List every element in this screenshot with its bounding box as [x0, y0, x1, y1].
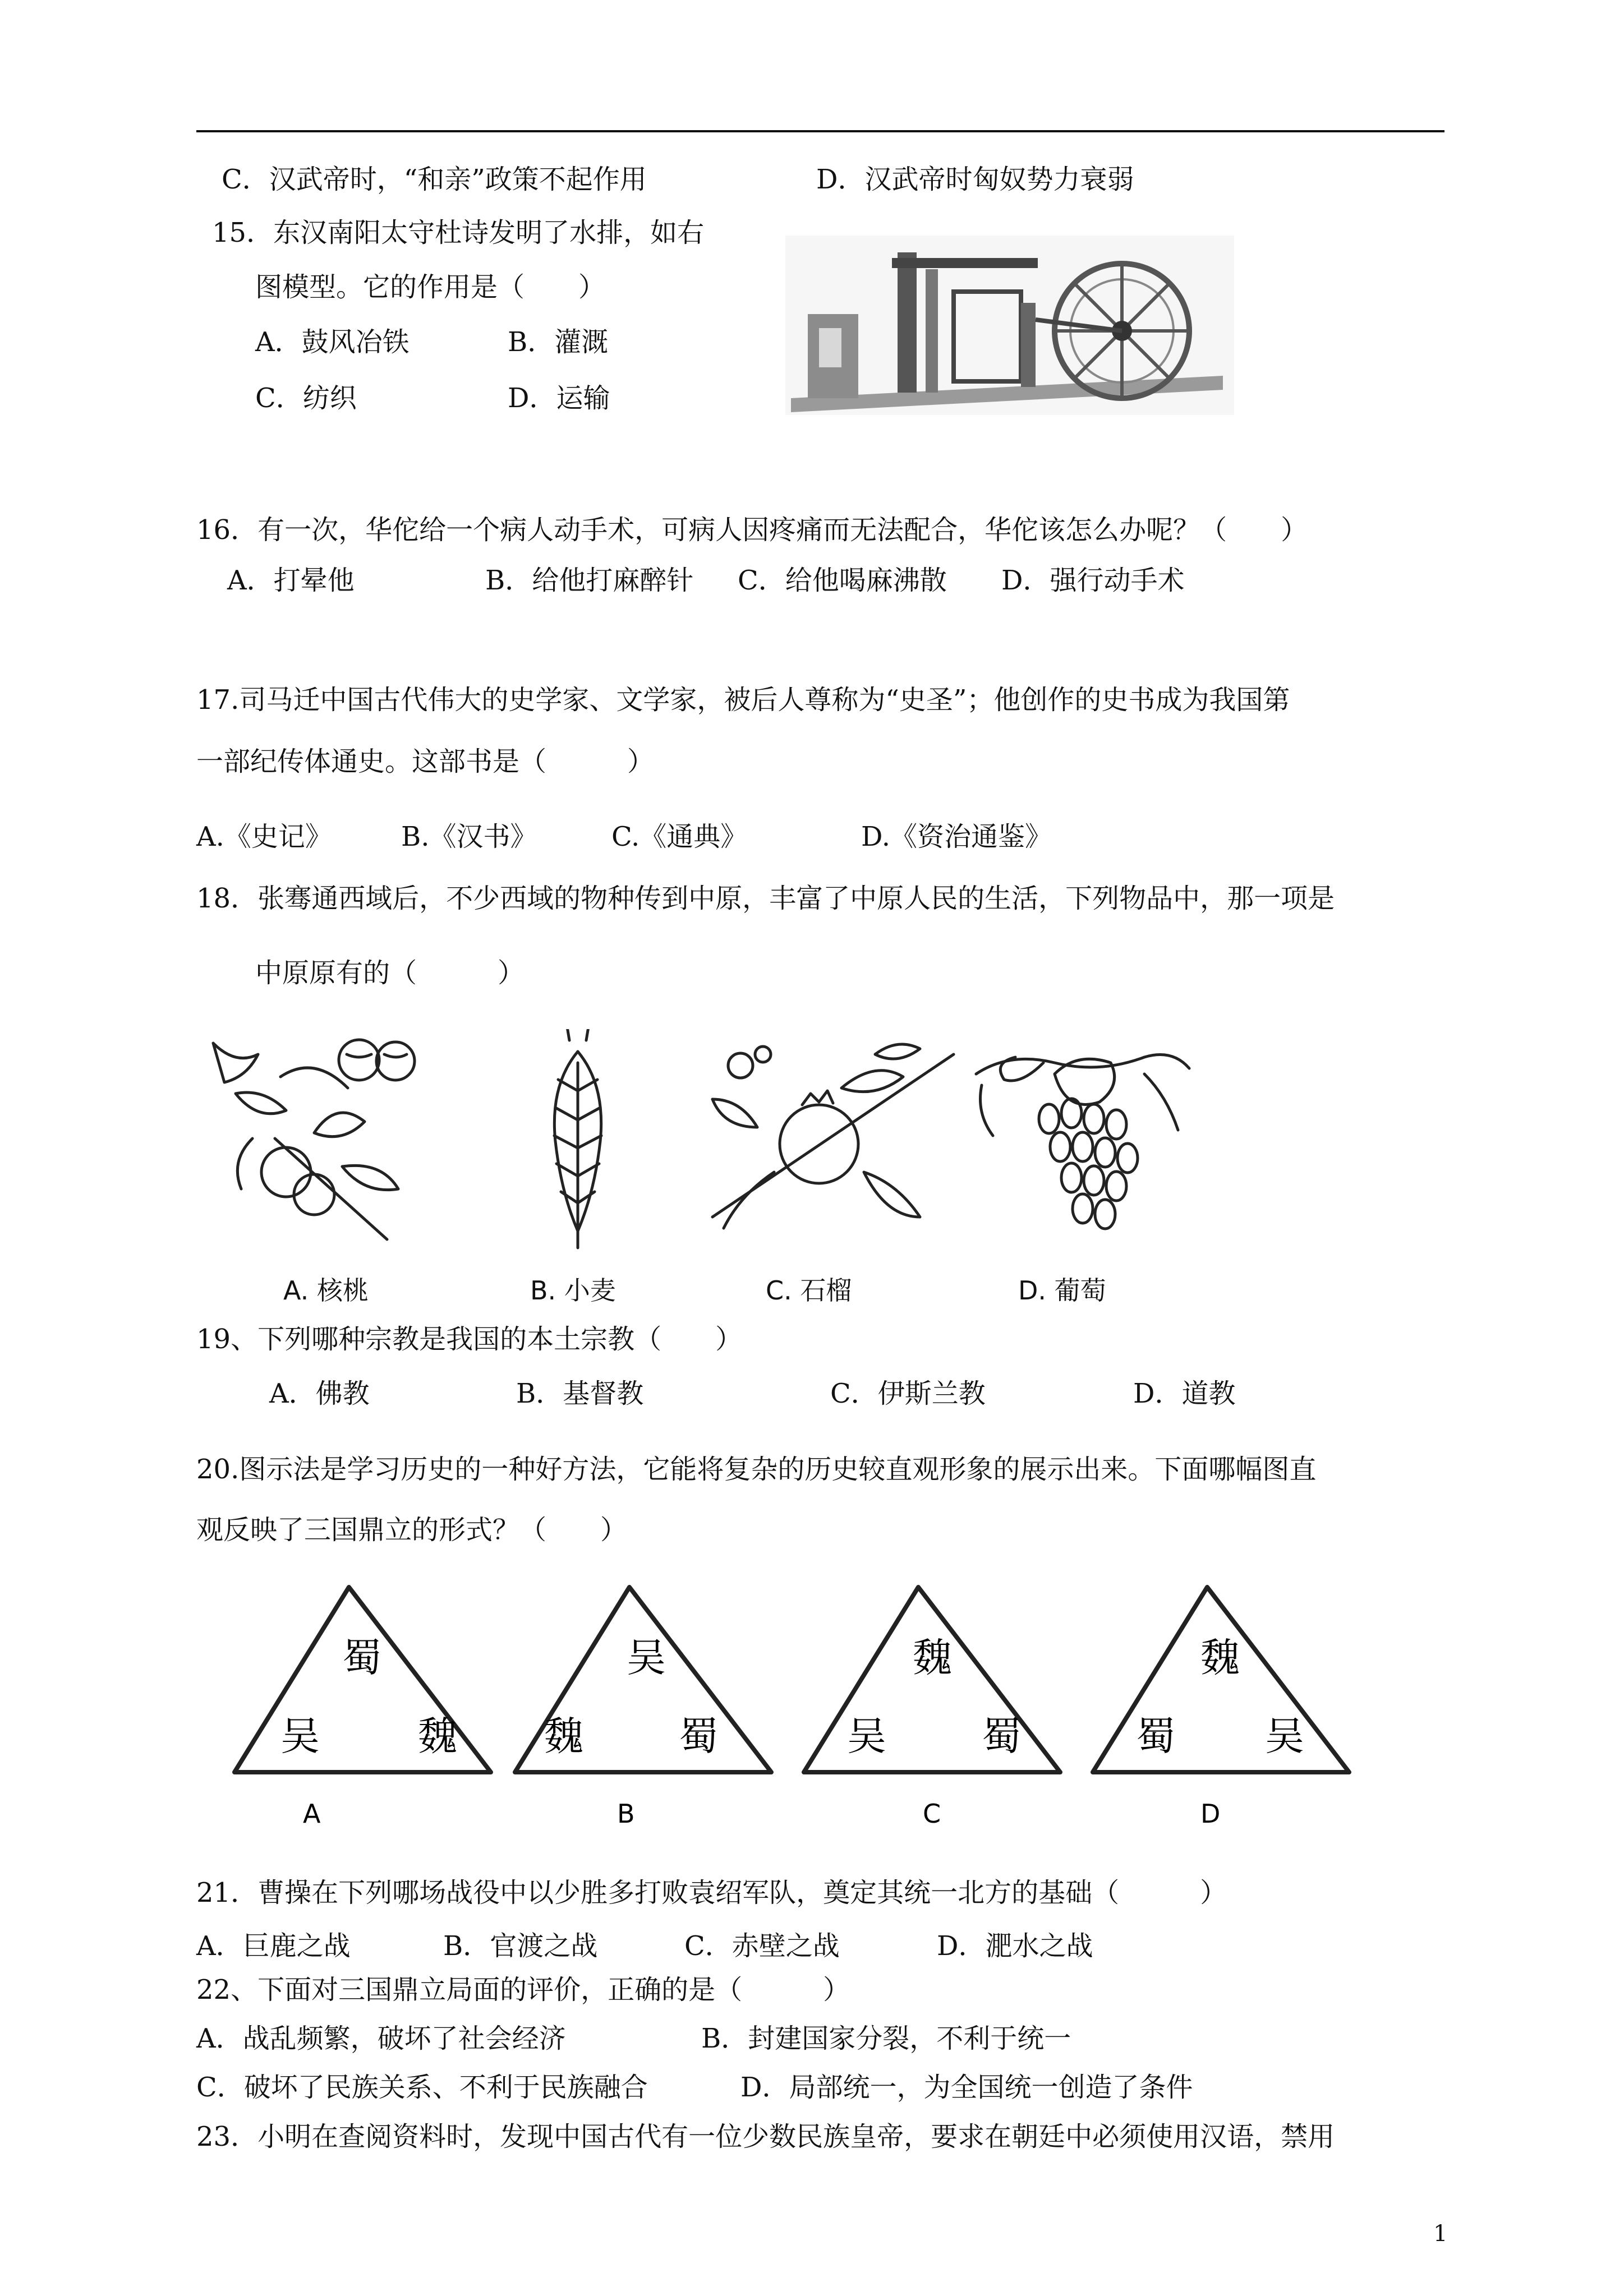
triangle-d [1093, 1587, 1349, 1829]
grape-illustration [965, 1040, 1200, 1248]
q19-option-a: A．佛教 [269, 1378, 370, 1409]
q16-option-a: A．打晕他 [227, 565, 355, 596]
q18-label-b: B. 小麦 [530, 1275, 616, 1306]
q18-label-c: C. 石榴 [766, 1275, 852, 1306]
q21-option-b: B．官渡之战 [443, 1930, 598, 1962]
q20-stem-line1: 20.图示法是学习历史的一种好方法，它能将复杂的历史较直观形象的展示出来。下面哪幅图直 [196, 1454, 1317, 1485]
q17-option-a: A.《史记》 [196, 821, 332, 852]
q23-stem: 23．小明在查阅资料时，发现中国古代有一位少数民族皇帝，要求在朝廷中必须使用汉语，禁用 [196, 2121, 1335, 2152]
q19-stem: 19、下列哪种宗教是我国的本土宗教（ ） [196, 1324, 743, 1355]
q15-option-c: C．纺织 [255, 382, 357, 414]
water-bellows-model-image [785, 236, 1234, 415]
triangle-a-left: 吴 [280, 1713, 320, 1759]
triangle-a-right: 魏 [418, 1713, 457, 1759]
q19-option-c: C．伊斯兰教 [830, 1378, 986, 1409]
q22-stem: 22、下面对三国鼎立局面的评价，正确的是（ ） [196, 1974, 850, 2005]
header-rule [196, 130, 1444, 132]
q17-stem-line1: 17.司马迁中国古代伟大的史学家、文学家，被后人尊称为“史圣”；他创作的史书成为我国第 [196, 684, 1290, 716]
q18-stem-line2: 中原原有的（ ） [255, 957, 525, 989]
triangle-b-top: 吴 [627, 1635, 666, 1681]
q16-stem: 16．有一次，华佗给一个病人动手术，可病人因疼痛而无法配合，华佗该怎么办呢？（ ） [196, 514, 1308, 546]
triangle-a-letter: A [303, 1799, 321, 1829]
triangle-b-left: 魏 [544, 1713, 583, 1759]
wheat-illustration [516, 1029, 640, 1253]
walnut-illustration [202, 1026, 438, 1251]
q21-option-c: C．赤壁之战 [684, 1930, 840, 1962]
q16-option-c: C．给他喝麻沸散 [738, 565, 947, 596]
triangle-a-top: 蜀 [342, 1635, 381, 1681]
three-kingdoms-triangles [224, 1570, 1374, 1845]
q16-option-b: B．给他打麻醉针 [485, 565, 694, 596]
q22-option-a: A．战乱频繁，破坏了社会经济 [196, 2023, 566, 2054]
q18-stem-line1: 18．张骞通西域后，不少西域的物种传到中原，丰富了中原人民的生活，下列物品中，那一项是 [196, 883, 1335, 914]
q21-option-d: D．淝水之战 [937, 1930, 1093, 1962]
pomegranate-illustration [696, 1032, 965, 1245]
q14-option-d: D．汉武帝时匈奴势力衰弱 [816, 164, 1134, 195]
q15-option-a: A．鼓风冶铁 [255, 326, 410, 358]
triangle-c-left: 吴 [847, 1713, 886, 1759]
q14-option-c: C．汉武帝时，“和亲”政策不起作用 [222, 164, 647, 195]
q22-option-d: D．局部统一，为全国统一创造了条件 [740, 2072, 1193, 2103]
q17-option-b: B.《汉书》 [401, 821, 537, 852]
q17-stem-line2: 一部纪传体通史。这部书是（ ） [196, 746, 655, 777]
q21-option-a: A．巨鹿之战 [196, 1930, 351, 1962]
q22-option-c: C．破坏了民族关系、不利于民族融合 [196, 2072, 648, 2103]
q17-option-c: C.《通典》 [611, 821, 748, 852]
q19-option-d: D．道教 [1133, 1378, 1236, 1409]
triangle-a [234, 1587, 491, 1829]
triangle-d-left: 蜀 [1136, 1713, 1175, 1759]
q18-label-d: D. 葡萄 [1018, 1275, 1106, 1306]
triangle-c-right: 蜀 [982, 1713, 1021, 1759]
q17-option-d: D.《资治通鉴》 [861, 821, 1052, 852]
q20-stem-line2: 观反映了三国鼎立的形式？（ ） [196, 1514, 628, 1546]
q15-option-d: D．运输 [508, 382, 610, 414]
triangle-d-letter: D [1200, 1799, 1221, 1829]
triangle-d-right: 吴 [1265, 1713, 1304, 1759]
q18-label-a: A. 核桃 [283, 1275, 369, 1306]
triangle-d-top: 魏 [1200, 1635, 1240, 1681]
q15-option-b: B．灌溉 [508, 326, 609, 358]
page-number: 1 [1433, 2221, 1448, 2247]
q15-stem-line1: 15．东汉南阳太守杜诗发明了水排，如右 [212, 217, 705, 248]
triangle-c-letter: C [923, 1799, 941, 1829]
triangle-c-top: 魏 [913, 1635, 952, 1681]
q16-option-d: D．强行动手术 [1001, 565, 1185, 596]
triangle-c [804, 1587, 1060, 1829]
triangle-b [515, 1587, 771, 1829]
q19-option-b: B．基督教 [516, 1378, 644, 1409]
q22-option-b: B．封建国家分裂，不利于统一 [701, 2023, 1071, 2054]
q21-stem: 21．曹操在下列哪场战役中以少胜多打败袁绍军队，奠定其统一北方的基础（ ） [196, 1877, 1227, 1908]
triangle-b-letter: B [617, 1799, 635, 1829]
q15-stem-line2: 图模型。它的作用是（ ） [255, 271, 606, 303]
triangle-b-right: 蜀 [679, 1713, 718, 1759]
